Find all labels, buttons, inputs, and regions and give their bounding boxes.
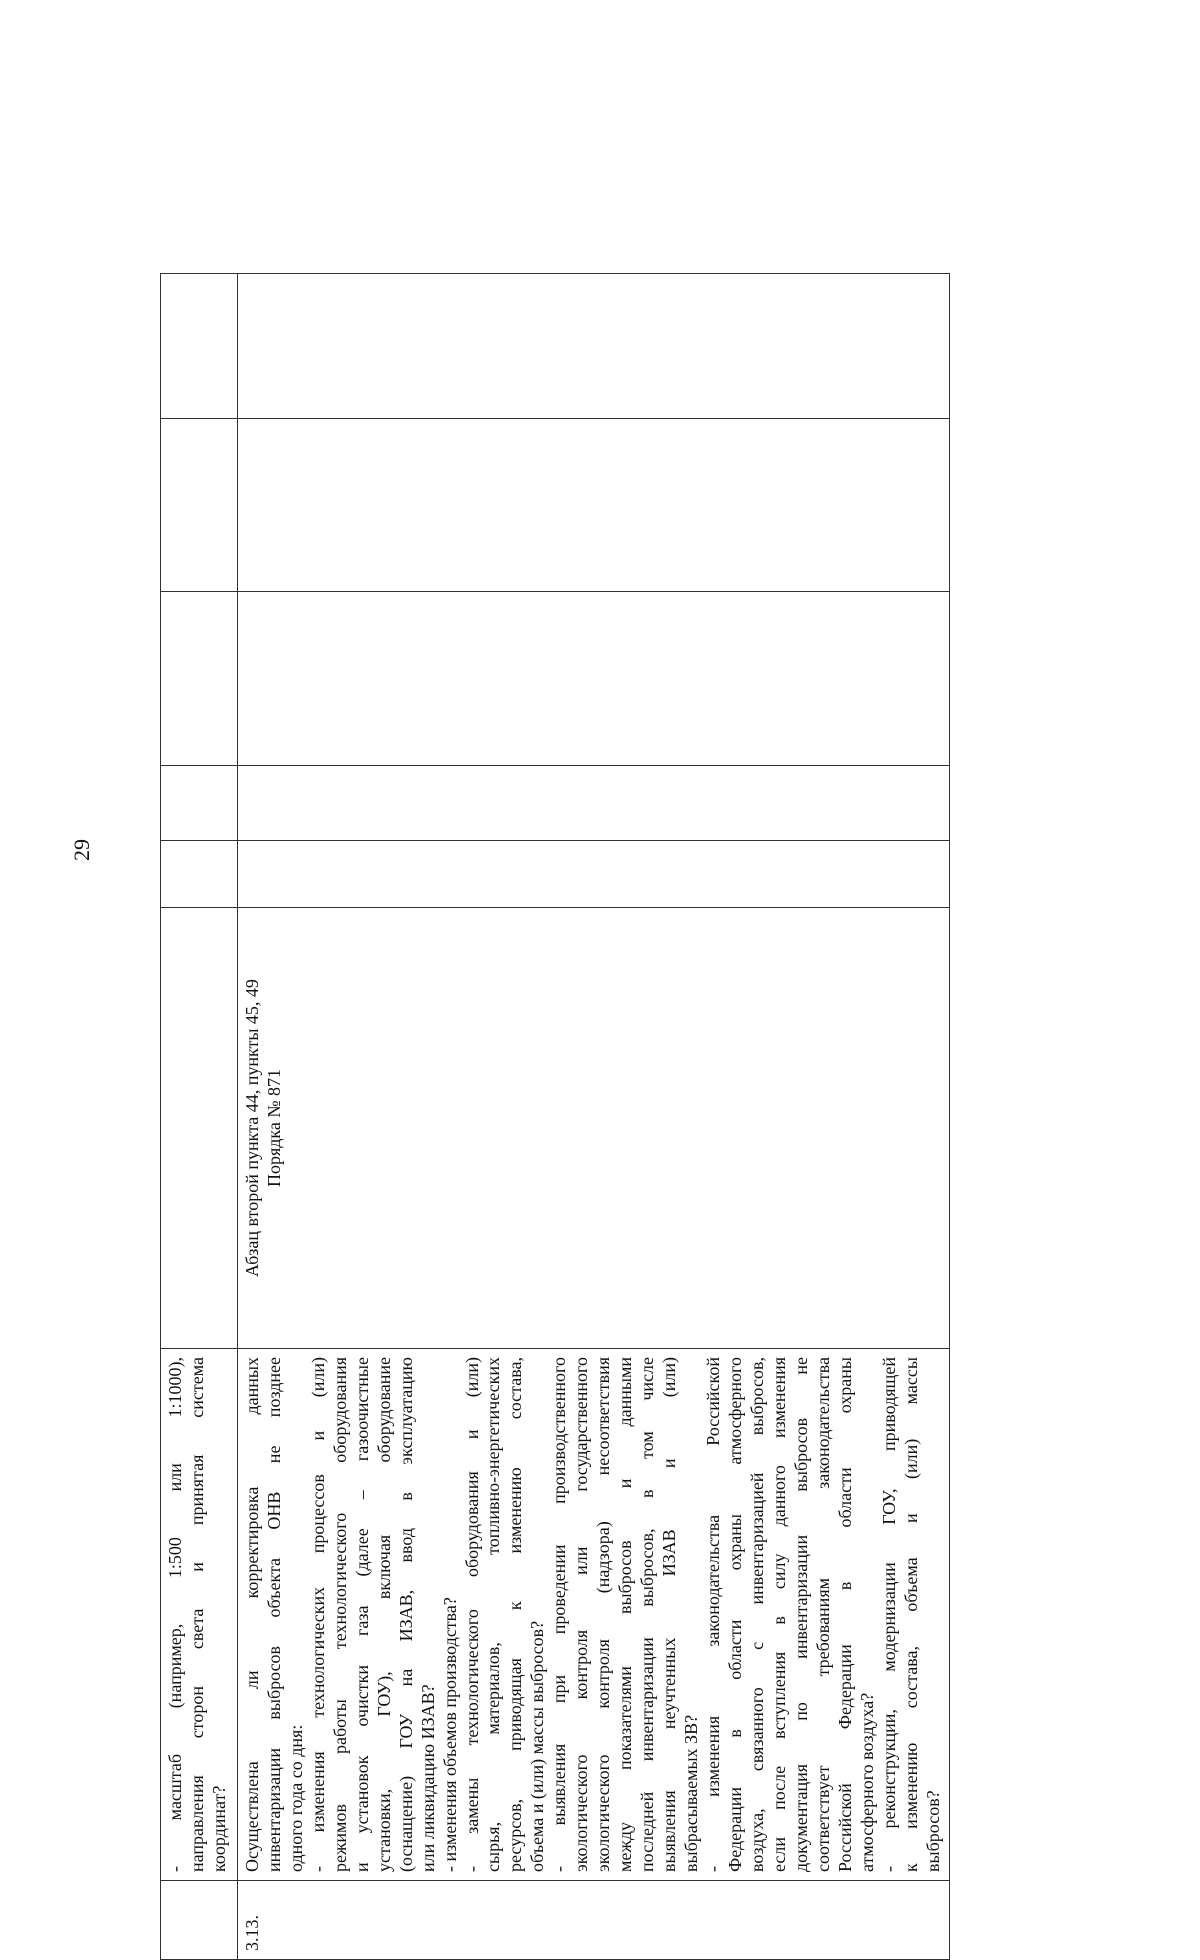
- reference-line: Абзац второй пункта 44, пункты 45, 49: [242, 979, 262, 1277]
- question-line: экологического контроля или государственного: [571, 1357, 592, 1872]
- answer-no-cell: [238, 766, 950, 841]
- question-line: соответствует требованиям законодательства: [812, 1357, 833, 1872]
- question-line: ресурсов, приводящая к изменению состава,: [505, 1357, 526, 1872]
- checklist-table: [160, 273, 950, 1960]
- question-line: сырья, материалов, топливно-энергетических: [483, 1357, 504, 1872]
- question-line: и установок очистки газа (далее – газоочистные: [351, 1357, 372, 1872]
- question-line: Федерации в области охраны атмосферного: [724, 1357, 745, 1872]
- question-cell: [161, 1349, 238, 1881]
- row-number-cell: 3.13.: [238, 1881, 950, 1960]
- table-row: [238, 274, 950, 1960]
- page-number: 29: [69, 839, 94, 861]
- question-line: режимов работы технологического оборудования: [329, 1357, 350, 1872]
- question-text: [165, 1357, 231, 1872]
- question-line: выявления неучтенных ИЗАВ и (или): [659, 1357, 680, 1872]
- question-line: выбросов?: [922, 1790, 943, 1872]
- question-line: документация по инвентаризации выбросов не: [790, 1357, 811, 1872]
- question-line: - изменения объемов производства?: [439, 1597, 460, 1872]
- reference-line: Порядка № 871: [263, 1068, 284, 1188]
- question-line: последней инвентаризации выбросов, в том числе: [637, 1357, 658, 1872]
- reference-cell: [161, 908, 238, 1349]
- question-line: инвентаризации выбросов объекта ОНВ не позднее: [263, 1357, 284, 1872]
- question-line: - выявления при проведении производственного: [549, 1357, 570, 1872]
- question-line: - замены технологического оборудования и (или): [461, 1357, 482, 1872]
- not-applicable-cell: [161, 592, 238, 766]
- question-line: - масштаб (например, 1:500 или 1:1000),: [165, 1357, 185, 1872]
- question-cell: [238, 1349, 950, 1881]
- question-line: выбрасываемых ЗВ?: [681, 1714, 702, 1872]
- answer-yes-cell: [238, 841, 950, 908]
- evidence-cell: [161, 419, 238, 592]
- question-line: установки, ГОУ), включая оборудование: [373, 1357, 394, 1872]
- question-line: если после вступления в силу данного изменения: [768, 1357, 789, 1872]
- question-line: Осуществлена ли корректировка данных: [242, 1357, 262, 1872]
- answer-no-cell: [161, 766, 238, 841]
- question-text: [242, 1357, 945, 1872]
- row-number-cell: [161, 1881, 238, 1960]
- notes-cell: [161, 274, 238, 419]
- question-line: направления сторон света и принятая система: [186, 1357, 207, 1872]
- question-line: между показателями выбросов и данными: [615, 1357, 636, 1872]
- question-line: (оснащение) ГОУ на ИЗАВ, ввод в эксплуатацию: [395, 1357, 416, 1872]
- question-line: Российской Федерации в области охраны: [834, 1357, 855, 1872]
- notes-cell: [238, 274, 950, 419]
- evidence-cell: [238, 419, 950, 592]
- question-line: - реконструкции, модернизации ГОУ, приводящей: [878, 1357, 899, 1872]
- table-row: [161, 274, 238, 1960]
- question-line: атмосферного воздуха?: [856, 1692, 877, 1872]
- reference-cell: [238, 908, 950, 1349]
- question-line: координат?: [208, 1785, 229, 1872]
- question-line: или ликвидацию ИЗАВ?: [417, 1684, 438, 1872]
- question-line: - изменения технологических процессов и (или): [307, 1357, 328, 1872]
- question-line: экологического контроля (надзора) несоответствия: [593, 1357, 614, 1872]
- not-applicable-cell: [238, 592, 950, 766]
- checklist-table-container: [160, 410, 1070, 1960]
- question-line: к изменению состава, объема и (или) массы: [900, 1357, 921, 1872]
- question-line: - изменения законодательства Российской: [703, 1357, 724, 1872]
- question-line: воздуха, связанного с инвентаризацией выбросов,: [746, 1357, 767, 1872]
- answer-yes-cell: [161, 841, 238, 908]
- question-line: одного года со дня:: [285, 1724, 306, 1872]
- question-line: объема и (или) массы выбросов?: [527, 1620, 548, 1872]
